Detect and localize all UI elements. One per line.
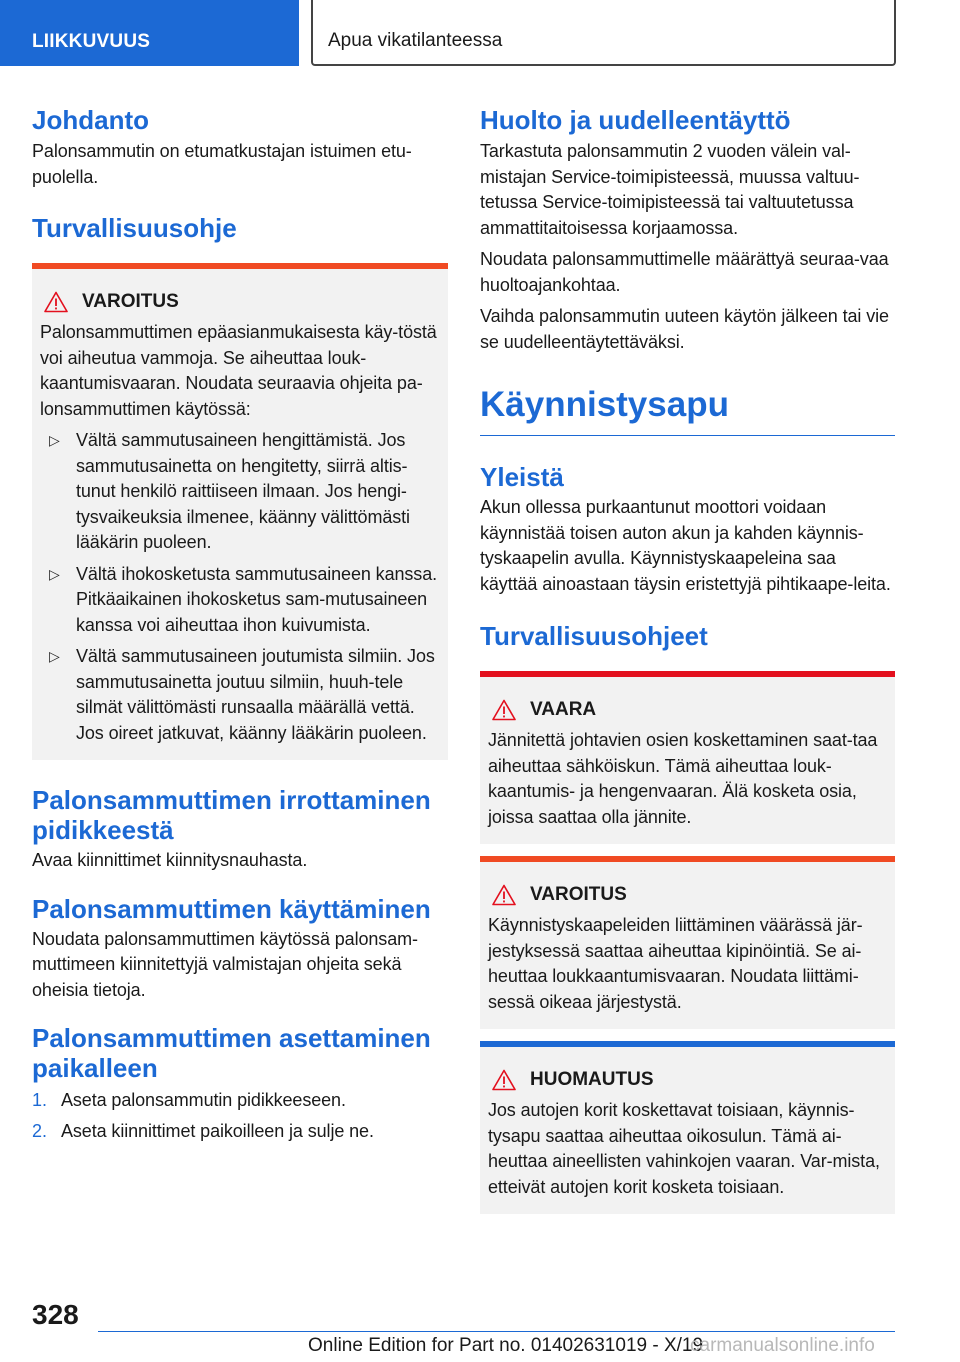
irrottaminen-text: Avaa kiinnittimet kiinnitysnauhasta.: [32, 850, 308, 870]
warning-box: [32, 263, 448, 760]
notice-box: [480, 1041, 895, 1214]
notice-text: Jos autojen korit koskettavat toisiaan, käynnis-tysapu saattaa aiheuttaa oikosulun. Tämä ai-heuttaa aineellisten vahinkojen vaaran. Var-mista, etteivät autojen korit kosketa toisiaan.: [488, 1100, 880, 1197]
huolto-paragraph: Vaihda palonsammutin uuteen käytön jälkeen tai vie se uudelleentäytettäväksi.: [480, 306, 889, 352]
yleista-text: Akun ollessa purkaantunut moottori voidaan käynnistää toisen auton akun ja kahden käynnis-tyskaapelin avulla. Käynnistyskaapeleina saa käyttää ainoastaan täysin eristettyjä pihtikaape-leita.: [480, 497, 891, 594]
johdanto-text: Palonsammutin on etumatkustajan istuimen etu-puolella.: [32, 141, 412, 187]
footer-edition: Online Edition for Part no. 01402631019 - X/19: [308, 1335, 704, 1356]
asettaminen-heading: Palonsammuttimen asettaminen paikalleen: [32, 1023, 431, 1083]
section-tab: LIIKKUVUUS: [0, 0, 299, 66]
warning-triangle-icon: [492, 884, 516, 906]
warning-title: VAROITUS: [40, 285, 440, 319]
kayttaminen-text: Noudata palonsammuttimen käytössä palonsam-muttimeen kiinnitettyjä valmistajan ohjeita sekä oheisia tietoja.: [32, 928, 418, 1000]
kayttaminen-heading: Palonsammuttimen käyttäminen: [32, 893, 431, 924]
danger-text: Jännitettä johtavien osien koskettaminen saat-taa aiheuttaa sähköiskun. Tämä aiheuttaa louk-kaantumis- ja hengenvaaran. Älä kosketa osia, joissa saattaa olla jännite.: [488, 730, 878, 827]
warning-box: [480, 856, 895, 1029]
warning-bullet: ▷ Vältä sammutusaineen joutumista silmiin. Jos sammutusainetta joutuu silmiin, huuh-tele silmät välittömästi runsaalla määrällä vettä. Jos oireet jatkuvat, käänny lääkärin puoleen.: [40, 644, 440, 746]
huolto-paragraph: Noudata palonsammuttimelle määrättyä seuraa-vaa huoltoajankohtaa.: [480, 249, 889, 295]
huolto-paragraph: Tarkastuta palonsammutin 2 vuoden välein val-mistajan Service-toimipisteessä, muussa valtuu-tetussa Service-toimipisteessä tai valtuutetussa ammattitaitoisessa korjaamossa.: [480, 141, 860, 238]
danger-title: VAARA: [488, 693, 887, 727]
footer-rule: [98, 1331, 895, 1332]
johdanto-heading: Johdanto: [32, 105, 149, 135]
irrottaminen-heading: Palonsammuttimen irrottaminen pidikkeestä: [32, 785, 431, 845]
left-column: [32, 100, 448, 1144]
right-column: [480, 100, 895, 1214]
warning-bullet: ▷ Vältä sammutusaineen hengittämistä. Jos sammutusainetta on hengitetty, siirrä altis-tunut henkilö raittiiseen ilmaan. Jos hengi-tysvaikeuksia ilmenee, käänny välittömästi lääkärin puoleen.: [40, 428, 440, 556]
danger-box: [480, 671, 895, 844]
bullet-triangle-icon: ▷: [49, 432, 60, 448]
warning-triangle-icon: [492, 699, 516, 721]
step-item: 2. Aseta kiinnittimet paikoilleen ja sulje ne.: [32, 1120, 374, 1141]
turvallisuusohjeet-heading: Turvallisuusohjeet: [480, 621, 708, 651]
warning-triangle-icon: [44, 291, 68, 313]
warning-triangle-icon: [492, 1069, 516, 1091]
chapter-tab: Apua vikatilanteessa: [311, 0, 896, 66]
notice-title: HUOMAUTUS: [488, 1063, 887, 1097]
heading-rule: [480, 435, 895, 436]
step-item: 1. Aseta palonsammutin pidikkeeseen.: [32, 1090, 346, 1110]
page-number: 328: [32, 1299, 79, 1330]
warning-text: Palonsammuttimen epäasianmukaisesta käy-töstä voi aiheutua vammoja. Se aiheuttaa louk-kaantumisvaaran. Noudata seuraavia ohjeita pa-lonsammuttimen käytössä:: [40, 322, 437, 419]
bullet-triangle-icon: ▷: [49, 648, 60, 664]
yleista-heading: Yleistä: [480, 462, 564, 492]
warning-text: Käynnistyskaapeleiden liittäminen väärässä jär-jestyksessä saattaa aiheuttaa kipinöintiä. Se ai-heuttaa loukkaantumisvaaran. Noudata liittämi-sessä oikeaa järjestystä.: [488, 915, 863, 1012]
turvallisuusohje-heading: Turvallisuusohje: [32, 213, 237, 243]
kaynnistysapu-heading: Käynnistysapu: [480, 385, 729, 424]
huolto-heading: Huolto ja uudelleentäyttö: [480, 105, 791, 135]
warning-title: VAROITUS: [488, 878, 887, 912]
footer-watermark: carmanualsonline.info: [690, 1335, 875, 1356]
bullet-triangle-icon: ▷: [49, 565, 60, 582]
warning-bullet: ▷ Vältä ihokosketusta sammutusaineen kanssa. Pitkäaikainen ihokosketus sam-mutusaineen kanssa voi aiheuttaa ihon kuivumista.: [40, 562, 440, 639]
